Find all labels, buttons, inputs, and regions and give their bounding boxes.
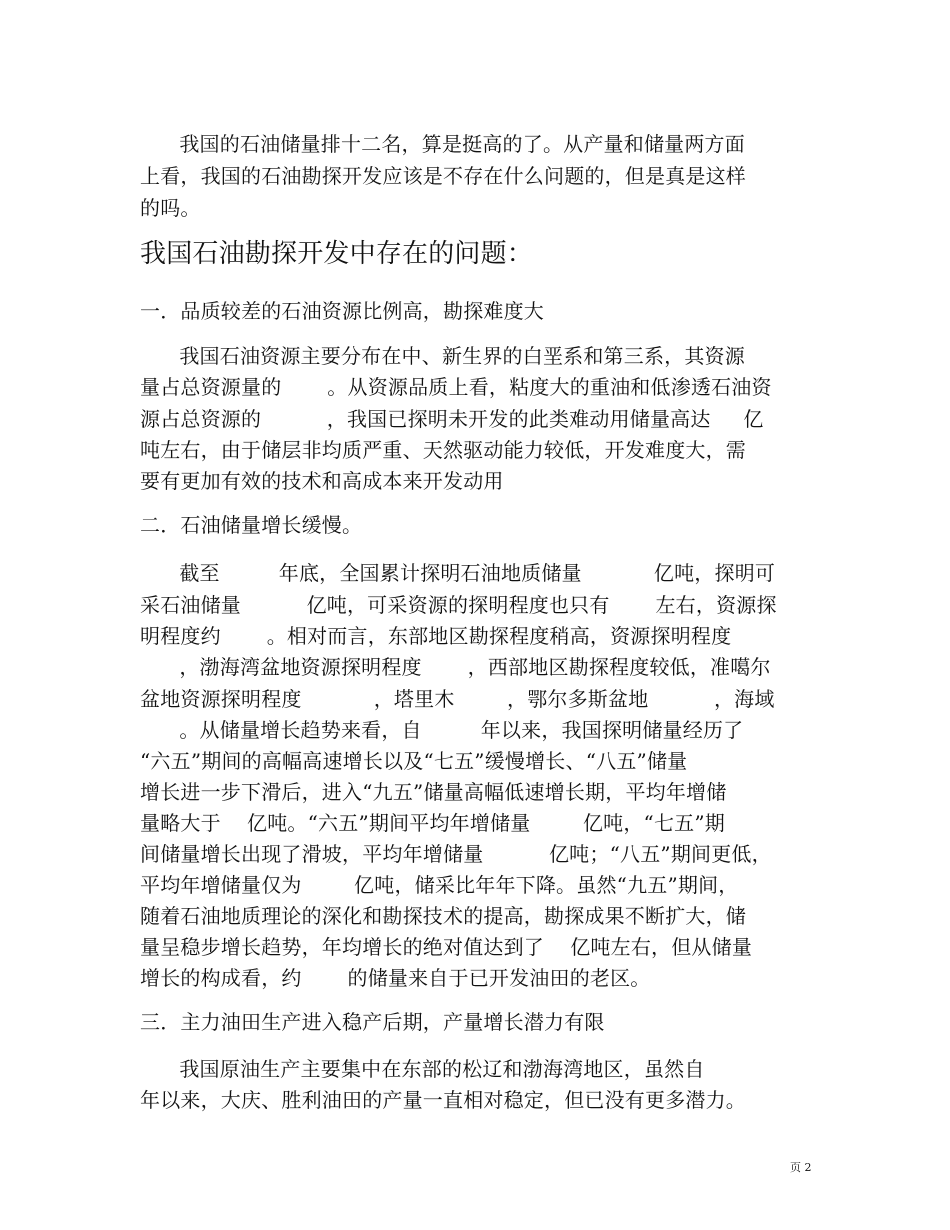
section-2-line-9: 量略大于 亿吨。“六五”期间平均年增储量 亿吨，“七五”期 [140, 811, 725, 835]
section-2-line-7: “六五”期间的高幅高速增长以及“七五”缓慢增长、“八五”储量 [140, 749, 688, 773]
section-3-line-1: 我国原油生产主要集中在东部的松辽和渤海湾地区，虽然自 [140, 1057, 705, 1081]
section-2-title: 二．石油储量增长缓慢。 [140, 513, 363, 537]
section-2-line-5: 盆地资源探明程度 ，塔里木 ，鄂尔多斯盆地 ，海域 [140, 687, 775, 711]
main-heading: 我国石油勘探开发中存在的问题： [140, 239, 534, 269]
section-2-line-10: 间储量增长出现了滑坡，平均年增储量 亿吨；“八五”期间更低， [140, 842, 772, 866]
section-2-line-11: 平均年增储量仅为 亿吨，储采比年年下降。虽然“九五”期间， [140, 873, 739, 897]
section-2-line-3: 明程度约 。相对而言，东部地区勘探程度稍高，资源探明程度 [140, 624, 732, 648]
intro-line-1: 我国的石油储量排十二名，算是挺高的了。从产量和储量两方面 [140, 132, 745, 156]
section-2-line-6: 。从储量增长趋势来看，自 年以来，我国探明储量经历了 [140, 718, 744, 742]
intro-line-2: 上看，我国的石油勘探开发应该是不存在什么问题的，但是真是这样 [140, 164, 746, 188]
section-3-title: 三．主力油田生产进入稳产后期，产量增长潜力有限 [140, 1010, 605, 1034]
section-2-line-13: 量呈稳步增长趋势，年均增长的绝对值达到了 亿吨左右，但从储量 [140, 935, 753, 959]
section-1-line-1: 我国石油资源主要分布在中、新生界的白垩系和第三系，其资源 [140, 344, 745, 368]
section-1-line-4: 吨左右，由于储层非均质严重、天然驱动能力较低，开发难度大，需 [140, 438, 746, 462]
page-number: 页 2 [790, 1161, 812, 1174]
section-2-line-12: 随着石油地质理论的深化和勘探技术的提高，勘探成果不断扩大，储 [140, 904, 746, 928]
section-2-line-8: 增长进一步下滑后，进入“九五”储量高幅低速增长期，平均年增储 [140, 780, 727, 804]
section-1-line-3: 源占总资源的 ，我国已探明未开发的此类难动用储量高达 亿 [140, 407, 764, 431]
section-1-title: 一．品质较差的石油资源比例高，勘探难度大 [140, 299, 544, 323]
section-2-line-1: 截至 年底，全国累计探明石油地质储量 亿吨，探明可 [140, 561, 776, 585]
section-2-line-4: ，渤海湾盆地资源探明程度 ，西部地区勘探程度较低，准噶尔 [140, 655, 771, 679]
section-1-line-2: 量占总资源量的 。从资源品质上看，粘度大的重油和低渗透石油资 [140, 375, 772, 399]
section-2-line-14: 增长的构成看，约 的储量来自于已开发油田的老区。 [140, 966, 651, 990]
section-2-line-2: 采石油储量 亿吨，可采资源的探明程度也只有 左右，资源探 [140, 593, 777, 617]
section-1-line-5: 要有更加有效的技术和高成本来开发动用 [140, 469, 504, 493]
section-3-line-2: 年以来，大庆、胜利油田的产量一直相对稳定，但已没有更多潜力。 [140, 1088, 746, 1112]
intro-line-3: 的吗。 [140, 196, 201, 220]
